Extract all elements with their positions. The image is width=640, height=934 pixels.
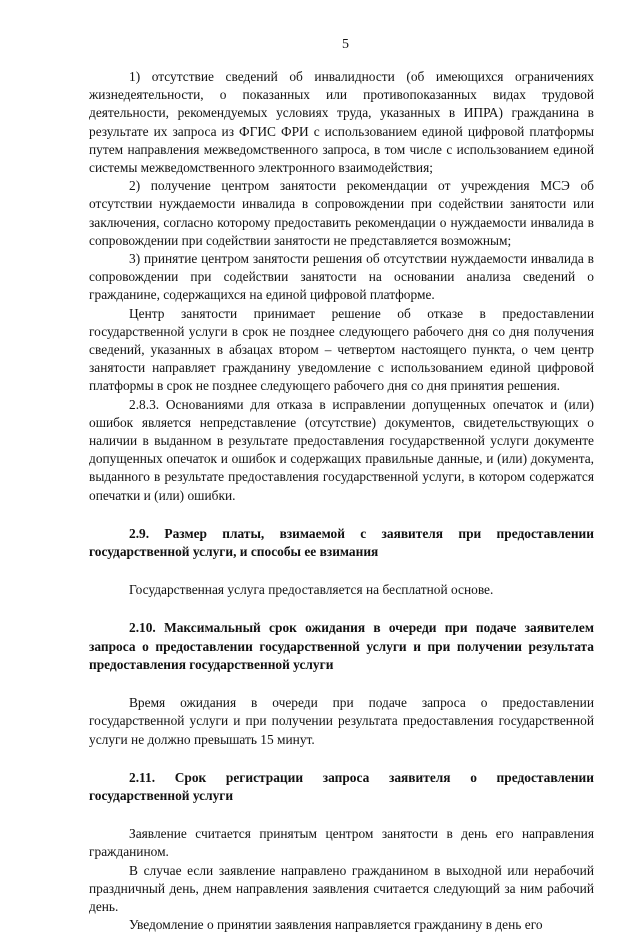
section-body-2-9: Государственная услуга предоставляется на бесплатной основе. — [129, 582, 494, 598]
paragraph-item-3: 3) принятие центром занятости решения об отсутствии нуждаемости инвалида в сопровождении при содействии занятости на основании анализа сведений о гражданине, содержащихся на единой цифровой платформе. — [89, 251, 594, 303]
section-body-2-11-1: Заявление считается принятым центром занятости в день его направления гражданином. — [89, 826, 594, 860]
section-body-2-11-2: В случае если заявление направлено гражданином в выходной или нерабочий праздничный день, днем направления заявления считается следующий за ним рабочий день. — [89, 862, 594, 914]
spacer — [89, 505, 594, 525]
paragraph-item-2: 2) получение центром занятости рекомендации от учреждения МСЭ об отсутствии нуждаемости инвалида в сопровождении при содействии занятости или заключения, согласно которому предоставить рекомендации о нуждаемости инвалида в сопровождении при содействии занятости не представляется возможным; — [89, 178, 594, 248]
paragraph-item-1: 1) отсутствие сведений об инвалидности (об имеющихся ограничениях жизнедеятельности, о показанных или противопоказанных видах трудовой деятельности, рекомендуемых условиях труда, указанных в ИПРА) гражданина в результате их запроса из ФГИС ФРИ с использованием единой цифровой платформы путем направления межведомственного запроса, в том числе с использованием единой системы межведомственного электронного взаимодействия; — [89, 69, 594, 176]
section-body-2-10: Время ожидания в очереди при подаче запроса о предоставлении государственной услуги и при получении результата предоставления государственной услуги не должно превышать 15 минут. — [89, 695, 594, 747]
spacer — [89, 674, 594, 694]
spacer — [89, 749, 594, 769]
spacer — [89, 805, 594, 825]
paragraph-refusal-decision: Центр занятости принимает решение об отказе в предоставлении государственной услуги в срок не позднее следующего рабочего дня со дня получения сведений, указанных в абзацах втором – четвертом настоящего пункта, о чем центр занятости направляет гражданину уведомление с использованием единой цифровой платформы в срок не позднее следующего рабочего дня со дня принятия решения. — [89, 305, 594, 394]
page-number: 5 — [342, 37, 349, 52]
paragraph-2-8-3: 2.8.3. Основаниями для отказа в исправлении допущенных опечаток и (или) ошибок является непредставление (отсутствие) документов, свидетельствующих о наличии в выданном в результате предоставления государственной услуги документе допущенных опечаток и ошибок и содержащих правильные данные, и (или) документа, выданного в результате предоставления государственной услуги, в котором содержатся опечатки и (или) ошибки. — [89, 396, 594, 503]
section-heading-2-11: 2.11. Срок регистрации запроса заявителя о предоставлении государственной услуги — [89, 769, 594, 803]
spacer — [89, 561, 594, 581]
section-heading-2-10: 2.10. Максимальный срок ожидания в очереди при подаче заявителем запроса о предоставлении государственной услуги и при получении результата предоставления государственной услуги — [89, 620, 594, 672]
spacer — [89, 599, 594, 619]
section-body-2-11-3: Уведомление о принятии заявления направляется гражданину в день его — [129, 917, 543, 933]
section-heading-2-9: 2.9. Размер платы, взимаемой с заявителя при предоставлении государственной услуги, и способы ее взимания — [89, 525, 594, 560]
